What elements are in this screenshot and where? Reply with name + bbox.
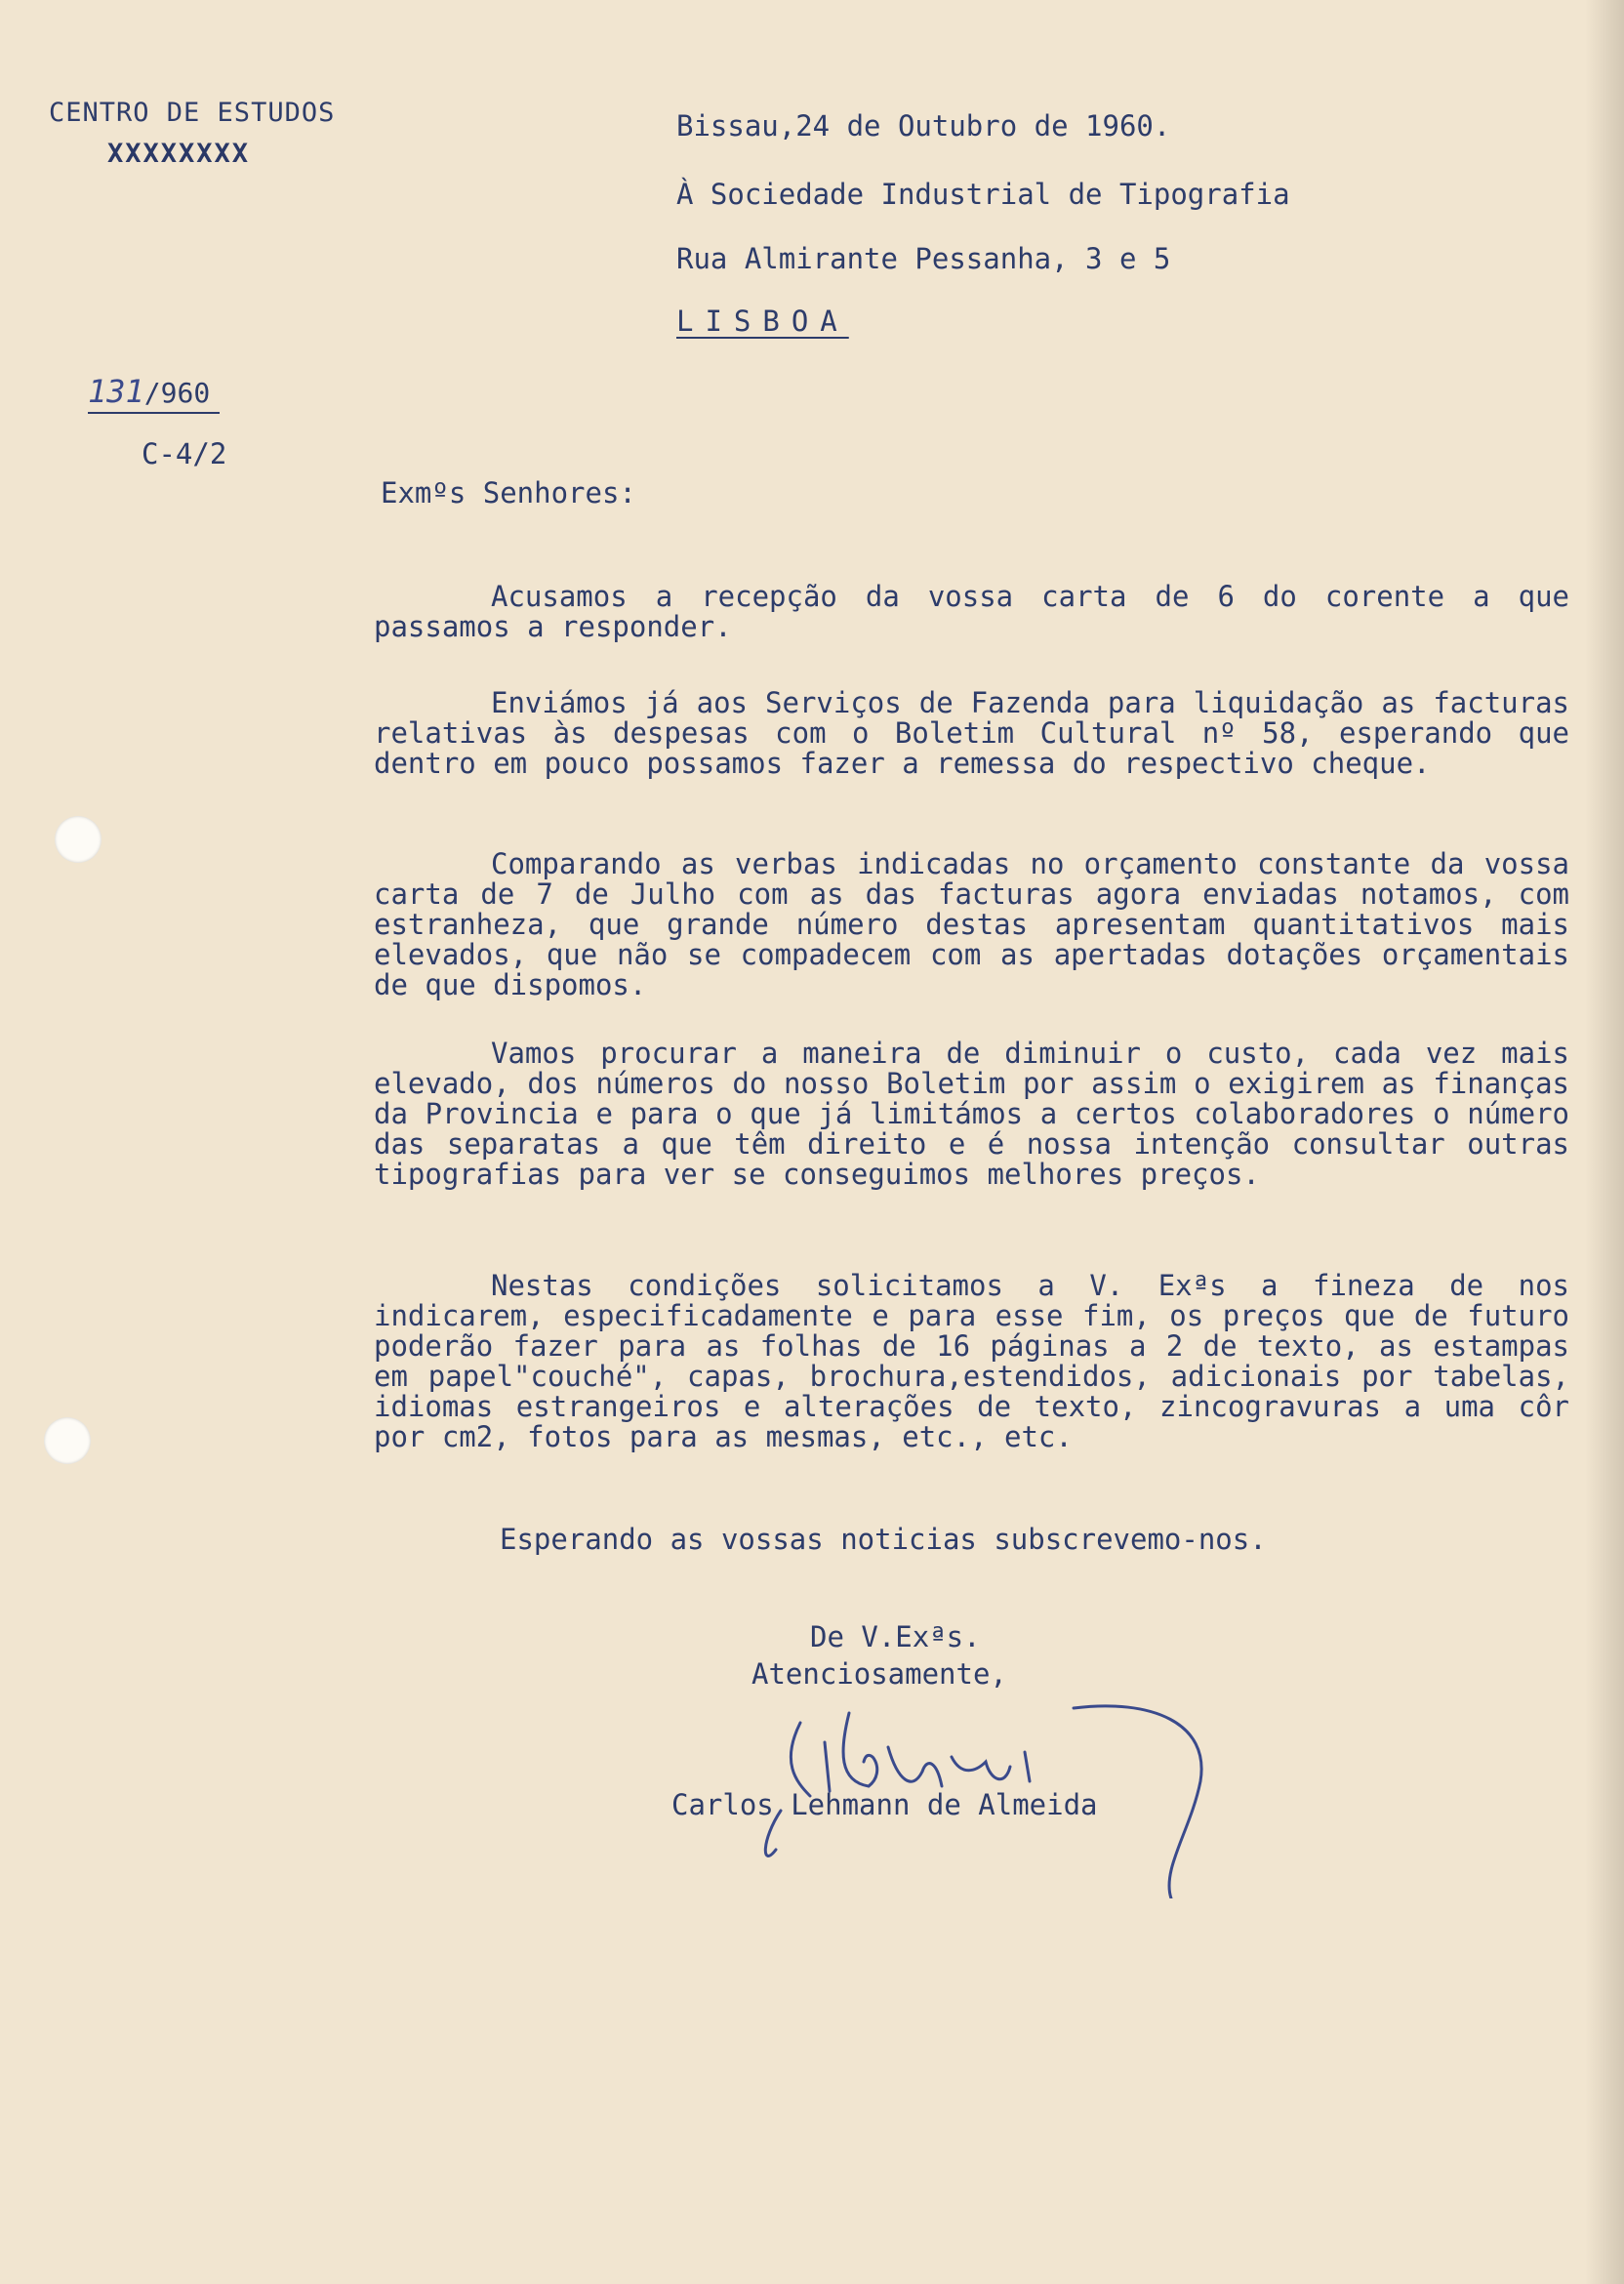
salutation: Exmºs Senhores: (381, 476, 636, 510)
body-paragraph-1: Acusamos a recepção da vossa carta de 6 do corente a que passamos a responder. (374, 580, 1569, 643)
letter-date: Bissau,24 de Outubro de 1960. (676, 109, 1171, 143)
courtesy-line-2: Atenciosamente, (751, 1657, 1007, 1691)
recipient-street: Rua Almirante Pessanha, 3 e 5 (676, 242, 1171, 275)
recipient-city: LISBOA (676, 305, 849, 338)
recipient-name: À Sociedade Industrial de Tipografia (676, 178, 1290, 211)
body-paragraph-2: Enviámos já aos Serviços de Fazenda para liquidação as facturas relativas às despesas com o Boletim Cultural nº 58, esperando que dentro em pouco possamos fazer a remessa do respectivo cheque. (374, 686, 1569, 780)
letterhead-struck-line: XXXXXXXX (107, 139, 251, 169)
signatory-name: Carlos Lehmann de Almeida (671, 1788, 1098, 1821)
reference-number (88, 373, 220, 414)
punch-hole-upper (55, 816, 102, 863)
body-paragraph-4: Vamos procurar a maneira de diminuir o custo, cada vez mais elevado, dos números do nosso Boletim por assim o exigirem as finanças da Provincia e para o que já limitámos a certos colaboradores o número das separatas a que têm direito e é nossa intenção consultar outras tipografias para ver se conseguimos melhores preços. (374, 1037, 1569, 1191)
reference-code: C-4/2 (142, 437, 227, 470)
punch-hole-lower (44, 1417, 91, 1464)
courtesy-line-1: De V.Exªs. (810, 1620, 981, 1653)
reference-number-handwritten: 131 (88, 373, 144, 410)
body-paragraph-3: Comparando as verbas indicadas no orçamento constante da vossa carta de 7 de Julho com as das facturas agora enviadas notamos, com estranheza, que grande número destas apresentam quantitativos mais elevados, que não se compadecem com as apertadas dotações orçamentais de que dispomos. (374, 847, 1569, 1001)
paper-edge-shadow (1585, 0, 1624, 2284)
closing-line: Esperando as vossas noticias subscrevemo-nos. (500, 1523, 1267, 1556)
reference-number-suffix: /960 (143, 377, 211, 409)
body-paragraph-5: Nestas condições solicitamos a V. Exªs a fineza de nos indicarem, especificadamente e para esse fim, os preços que de futuro poderão fazer para as folhas de 16 páginas a 2 de texto, as estampas em papel"couché", capas, brochura,estendidos, adicionais por tabelas, idiomas estrangeiros e alterações de texto, zincogravuras a uma côr por cm2, fotos para as mesmas, etc., etc. (374, 1269, 1569, 1453)
letterhead-line1: CENTRO DE ESTUDOS (49, 98, 336, 128)
